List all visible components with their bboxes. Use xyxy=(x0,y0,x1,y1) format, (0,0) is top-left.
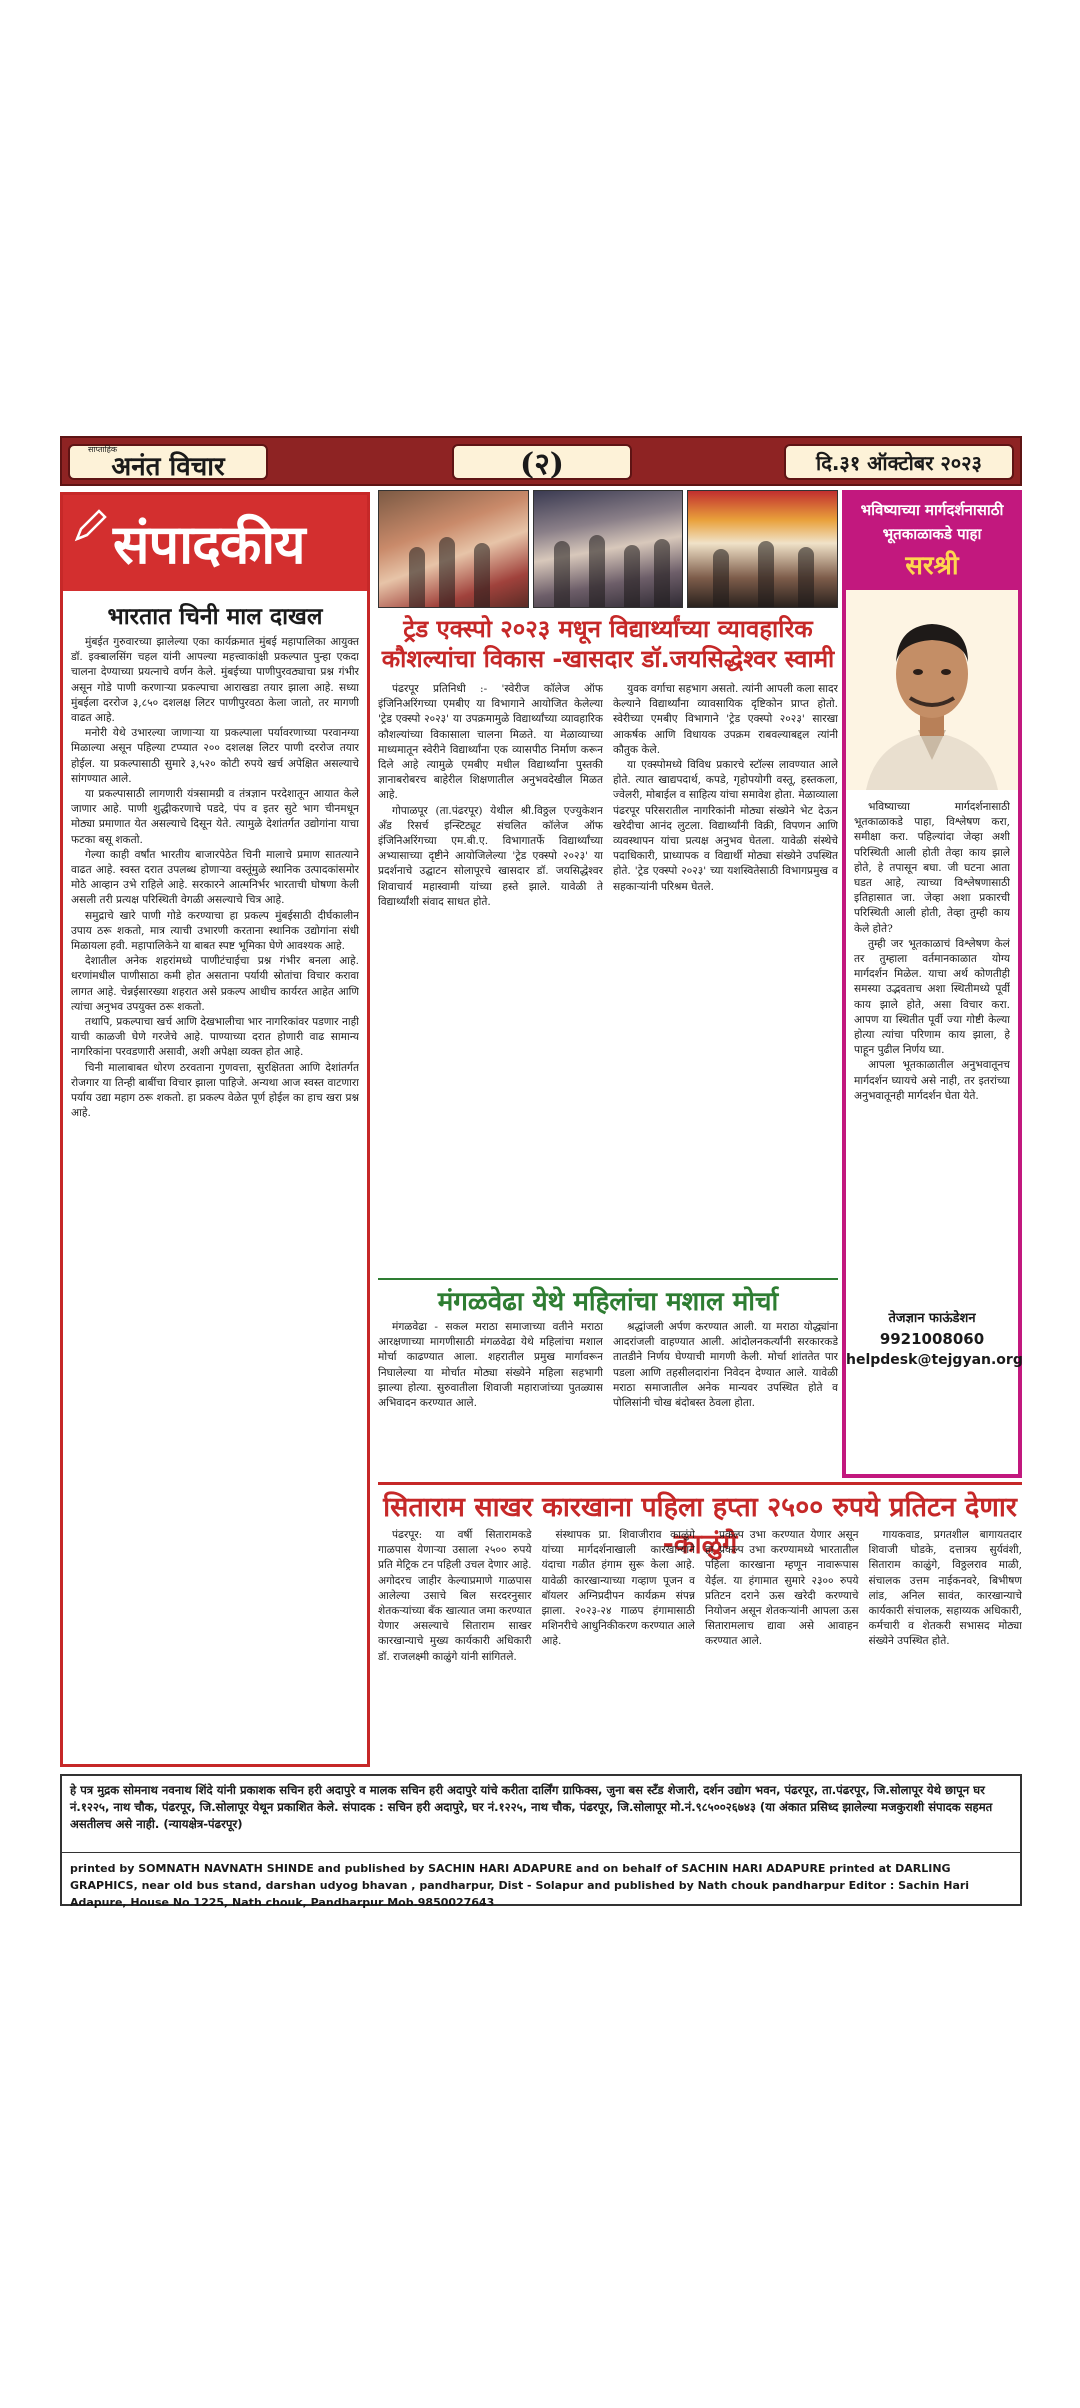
editorial-paragraph: गेल्या काही वर्षांत भारतीय बाजारपेठेत चिनी मालाचे प्रमाण सातत्याने वाढत आहे. स्वस्त दरात उपलब्ध होणाऱ्या वस्तूंमुळे स्थानिक उत्पादकांसमोर मोठे आव्हान उभे राहिले आहे. सरकारने आत्मनिर्भर भारताची घोषणा केली असली तरी प्रत्यक्ष परिस्थिती वेगळी असल्याचे चित्र आहे. xyxy=(71,848,359,907)
editorial-banner xyxy=(63,495,367,591)
ad-tagline-1: भविष्याच्या मार्गदर्शनासाठी xyxy=(860,501,1004,519)
ad-email: helpdesk@tejgyan.org xyxy=(846,1352,1023,1368)
expo-column xyxy=(378,682,603,1272)
sugar-factory-paragraph: गायकवाड, प्रगतशील बागायतदार शिवाजी घोडके, दत्तात्रय सुर्यवंशी, सिताराम काळुंगे, विठ्ठलराव माळी, संचालक उत्तम नाईकनवरे, बिभीषण लांड, अनिल सावंत, कारखान्याचे कार्यकारी संचालक, सहाय्यक अधिकारी, कर्मचारी व शेतकरी सभासद मोठ्या संख्येने उपस्थित होते. xyxy=(868,1529,1022,1648)
paper-name-box xyxy=(68,444,268,480)
expo-photo-guests xyxy=(533,490,684,608)
torch-march-paragraph: श्रद्धांजली अर्पण करण्यात आली. या मराठा योद्ध्यांना आदरांजली वाहण्यात आली. आंदोलनकर्त्यांनी सरकारकडे तातडीने निर्णय घेण्याची मागणी केली. मोर्चा शांततेत पार पडला आणि तहसीलदारांना निवेदन देण्यात आले. यावेळी मराठा समाजातील अनेक मान्यवर उपस्थित होते व पोलिसांनी चोख बंदोबस्त ठेवला होता. xyxy=(613,1321,838,1410)
ad-paragraph: भविष्याच्या मार्गदर्शनासाठी भूतकाळाकडे पाहा, विश्लेषण करा, समीक्षा करा. पहिल्यांदा जेव्हा अशी परिस्थिती आली होती तेव्हा काय झाले होते, हे तपासून बघा. जी घटना आता घडत आहे, त्याच्या विश्लेषणासाठी इतिहासात जा. जेव्हा अशा प्रकारची परिस्थिती आली होती, तेव्हा तुम्ही काय केले होते? xyxy=(854,801,1010,935)
torch-march-paragraph: मंगळवेढा - सकल मराठा समाजाच्या वतीने मराठा आरक्षणाच्या मागणीसाठी मंगळवेढा येथे महिलांचा मशाल मोर्चा काढण्यात आला. शहरातील प्रमुख मार्गावरून निघालेल्या या मोर्चात मोठ्या संख्येने महिला सहभागी झाल्या होत्या. सुरुवातीला शिवाजी महाराजांच्या पुतळ्यास अभिवादन करण्यात आले. xyxy=(378,1321,603,1410)
expo-paragraph: युवक वर्गाचा सहभाग असतो. त्यांनी आपली कला सादर केल्याने विद्यार्थ्यांना व्यावसायिक दृष्टिकोन प्राप्त होतो. स्वेरीच्या एमबीए विभागाने 'ट्रेड एक्स्पो २०२३' सारखा आकर्षक आणि विधायक उपक्रम राबवल्याबद्दल त्यांनी कौतुक केले. xyxy=(613,683,838,756)
editorial-column xyxy=(60,492,370,1767)
sugar-factory-paragraph: पंढरपूर: या वर्षी सितारामकडे गाळपास येणाऱ्या उसाला २५०० रुपये प्रति मेट्रिक टन पहिली उचल देणार आहे. अगोदरच जाहीर केल्याप्रमाणे गाळपास आलेल्या उसाचे बिल सरदरनुसार शेतकऱ्यांच्या बँक खात्यात जमा करण्यात येणार असल्याचे सिताराम साखर कारखान्याचे मुख्य कार्यकारी अधिकारी डॉ. राजलक्ष्मी काळुंगे यांनी सांगितले. xyxy=(378,1529,532,1663)
sugar-factory-column xyxy=(869,1528,1023,1768)
ad-header xyxy=(846,494,1018,590)
imprint-divider xyxy=(62,1852,1020,1853)
ad-tagline-2: भूतकाळाकडे पाहा xyxy=(882,525,982,543)
sugar-factory-column xyxy=(542,1528,696,1768)
torch-march-column xyxy=(378,1320,603,1476)
ad-paragraph: तुम्ही जर भूतकाळाचं विश्लेषण केलं तर तुम्हाला वर्तमानकाळात योग्य मार्गदर्शन मिळेल. याचा अर्थ कोणतीही समस्या उद्भवताच अशा स्थितीमध्ये पूर्वी काय झाले होते, असा विचार करा. आपण या स्थितीत पूर्वी ज्या गोष्टी केल्या होत्या त्यांचा परिणाम काय झाला, हे पाहून पुढील निर्णय घ्या. xyxy=(854,937,1010,1057)
pen-icon xyxy=(71,505,111,545)
editorial-paragraph: तथापि, प्रकल्पाचा खर्च आणि देखभालीचा भार नागरिकांवर पडणार नाही याची काळजी घेणे गरजेचे आहे. पाण्याच्या दरात होणारी वाढ सामान्य नागरिकांना परवडणारी असावी, अशी अपेक्षा व्यक्त होत आहे. xyxy=(71,1016,359,1059)
sugar-factory-paragraph: संस्थापक प्रा. शिवाजीराव काळुंगे यांच्या मार्गदर्शनाखाली कारखान्याने यंदाचा गळीत हंगाम सुरू केला आहे. यावेळी कारखान्याच्या गव्हाण पूजन व बॉयलर अग्निप्रदीपन कार्यक्रम संपन्न झाला. २०२३-२४ गाळप हंगामासाठी मशिनरीचे आधुनिकीकरण करण्यात आले आहे. xyxy=(541,1529,695,1648)
editorial-paragraph: चिनी मालाबाबत धोरण ठरवताना गुणवत्ता, सुरक्षितता आणि देशांतर्गत रोजगार या तिन्ही बाबींचा विचार झाला पाहिजे. अन्यथा आज स्वस्त वाटणारा पर्याय उद्या महाग ठरू शकतो. हा प्रकल्प वेळेत पूर्ण होईल का हाच खरा प्रश्न आहे. xyxy=(71,1061,359,1120)
paper-name: अनंत विचार xyxy=(111,452,225,482)
editorial-headline: भारतात चिनी माल दाखल xyxy=(107,604,323,630)
sugar-factory-column xyxy=(705,1528,859,1768)
editorial-paragraph: मनोरी येथे उभारल्या जाणाऱ्या या प्रकल्पाला पर्यावरणाच्या परवानग्या मिळाल्या असून पहिल्या टप्प्यात २०० दशलक्ष लिटर पाणी दररोज तयार होईल. या प्रकल्पासाठी सुमारे ३,५२० कोटी रुपये खर्च अपेक्षित असल्याचे सांगण्यात आले. xyxy=(71,727,359,785)
imprint-box xyxy=(60,1774,1022,1909)
ad-brand: सरश्री xyxy=(905,551,959,581)
ad-organization: तेजज्ञान फाऊंडेशन xyxy=(888,1311,976,1326)
expo-headline: ट्रेड एक्स्पो २०२३ मधून विद्यार्थ्यांच्या व्यावहारिक कौशल्यांचा विकास -खासदार डॉ.जयसिद्धेश्वर स्वामी xyxy=(381,615,835,673)
sugar-factory-headline: सिताराम साखर कारखाना पहिला हप्ता २५०० रुपये प्रतिटन देणार -काळुंगे xyxy=(378,1482,1022,1522)
expo-paragraph: गोपाळपूर (ता.पंढरपूर) येथील श्री.विठ्ठल एज्युकेशन अँड रिसर्च इन्स्टिट्यूट संचलित कॉलेज ऑफ इंजिनिअरिंगच्या एम.बी.ए. विभागातर्फे विद्यार्थ्यांच्या अभ्यासाच्या दृष्टीने आयोजिलेल्या 'ट्रेड एक्स्पो २०२३' या प्रदर्शनाचे उद्घाटन सोलापूरचे खासदार डॉ. जयसिद्धेश्वर शिवाचार्य महास्वामी यांच्या हस्ते झाले. यावेळी ते विद्यार्थ्यांशी संवाद साधत होते. xyxy=(378,804,603,908)
torch-march-column xyxy=(613,1320,838,1476)
expo-article-body xyxy=(378,682,838,1272)
sugar-factory-column xyxy=(378,1528,532,1768)
expo-photo-inauguration xyxy=(378,490,529,608)
torch-march-body xyxy=(378,1320,838,1476)
editorial-paragraph: मुंबईत गुरुवारच्या झालेल्या एका कार्यक्रमात मुंबई महापालिका आयुक्त डॉ. इक्बालसिंग चहल यांनी आपल्या महत्त्वाकांक्षी प्रकल्पात पुन्हा एकदा चालना देण्याच्या प्रयत्नाचे वर्णन केले. मुंबईच्या पाणीपुरवठ्याचा प्रश्न गंभीर असून गोडे पाणी करणाऱ्या प्रकल्पाचा आराखडा तयार झाला आहे. सध्या मुंबईला दररोज ३,८५० दशलक्ष लिटर पाणीपुरवठा केला जातो, तर मागणी वाढत आहे. xyxy=(71,636,359,725)
page-number: (२) xyxy=(452,444,632,480)
ad-paragraph: आपला भूतकाळातील अनुभवातूनच मार्गदर्शन घ्यायचे असे नाही, तर इतरांच्या अनुभवातूनही मार्गदर्शन घेता येते. xyxy=(854,1059,1010,1102)
imprint-english: printed by SOMNATH NAVNATH SHINDE and published by SACHIN HARI ADAPURE and on behalf of SACHIN HARI ADAPURE printed at DARLING GRAPHICS, near old bus stand, darshan udyog bhavan , pandharpur, Dist - Solapur and published by Nath chouk pandharpur Editor : Sachin Hari Adapure, House No 1225, Nath chouk, Pandharpur Mob.9850027643 xyxy=(70,1862,970,1909)
expo-photo-stalls xyxy=(687,490,838,608)
sugar-factory-body xyxy=(378,1528,1022,1768)
issue-date: दि.३१ ऑक्टोबर २०२३ xyxy=(784,444,1014,480)
ad-contact xyxy=(846,1304,1023,1368)
portrait-image xyxy=(846,590,1018,790)
editorial-title: संपादकीय xyxy=(113,513,305,576)
expo-paragraph: या एक्स्पोमध्ये विविध प्रकारचे स्टॉल्स लावण्यात आले होते. त्यात खाद्यपदार्थ, कपडे, गृहोपयोगी वस्तू, हस्तकला, ज्वेलरी, मोबाईल व साहित्य यांचा समावेश होता. मेळाव्याला पंढरपूर परिसरातील नागरिकांनी मोठ्या संख्येने भेट देऊन खरेदीचा आनंद लुटला. विद्यार्थ्यांनी विक्री, विपणन आणि व्यवस्थापन यांचा प्रत्यक्ष अनुभव घेतला. यावेळी संस्थेचे पदाधिकारी, प्राध्यापक व विद्यार्थी मोठ्या संख्येने उपस्थित होते. 'ट्रेड एक्स्पो २०२३' च्या यशस्वितेसाठी विभागप्रमुख व सहकाऱ्यांनी परिश्रम घेतले. xyxy=(613,759,838,893)
editorial-paragraph: समुद्राचे खारे पाणी गोडे करण्याचा हा प्रकल्प मुंबईसाठी दीर्घकालीन उपाय ठरू शकतो, मात्र त्याची उभारणी करताना स्थानिक उद्योगांना संधी मिळायला हवी. महापालिकेने या बाबत स्पष्ट भूमिका घेणे आवश्यक आहे. xyxy=(71,909,359,953)
ad-text xyxy=(854,800,1010,1298)
masthead xyxy=(60,436,1022,486)
sugar-factory-paragraph: प्रकल्प उभा करण्यात येणार असून हा प्रकल्प उभा करण्यामध्ये भारतातील पहिला कारखाना म्हणून नावारूपास येईल. या हंगामात सुमारे २३०० रुपये प्रतिटन दराने ऊस खरेदी करण्याचे नियोजन असून शेतकऱ्यांनी आपला ऊस सितारामलाच द्यावा असे आवाहन करण्यात आले. xyxy=(705,1529,859,1648)
expo-photo-strip xyxy=(378,490,838,608)
sirshree-ad xyxy=(842,490,1022,1478)
expo-column xyxy=(613,682,838,1272)
paper-kicker: साप्ताहिक xyxy=(88,445,118,454)
ad-phone: 9921008060 xyxy=(879,1330,985,1348)
editorial-paragraph: देशातील अनेक शहरांमध्ये पाणीटंचाईचा प्रश्न गंभीर बनला आहे. धरणांमधील पाणीसाठा कमी होत असताना पर्यायी स्रोतांचा विचार करावा लागत आहे. चेन्नईसारख्या शहरात असे प्रकल्प आधीच कार्यरत आहेत आणि त्यांचा अनुभव उपयुक्त ठरू शकतो. xyxy=(71,955,359,1013)
expo-paragraph: पंढरपूर प्रतिनिधी :- 'स्वेरीज कॉलेज ऑफ इंजिनिअरिंगच्या एमबीए या विभागाने आयोजित केलेल्या 'ट्रेड एक्स्पो २०२३' या उपक्रमामुळे विद्यार्थ्यांच्या व्यावहारिक कौशल्यांच्या विकासाला चालना मिळते. या मेळाव्याच्या माध्यमातून स्वेरीने विद्यार्थ्यांना एक व्यासपीठ निर्माण करून दिले आहे त्यामुळे एमबीए मधील विद्यार्थ्यांना पुस्तकी ज्ञानाबरोबरच बाहेरील शिक्षणातील अनुभवदेखील मिळत आहे. xyxy=(378,683,603,802)
imprint-marathi: हे पत्र मुद्रक सोमनाथ नवनाथ शिंदे यांनी प्रकाशक सचिन हरी अदापुरे व मालक सचिन हरी अदापुरे यांचे करीता दार्लिंग ग्राफिक्स, जुना बस स्टँड शेजारी, दर्शन उद्योग भवन, पंढरपूर, ता.पंढरपूर, जि.सोलापूर येथे छापून घर नं.१२२५, नाथ चौक, पंढरपूर, जि.सोलापूर येथून प्रकाशित केले. संपादक : सचिन हरी अदापुरे, घर नं.१२२५, नाथ चौक, पंढरपूर, जि.सोलापूर मो.नं.९८५००२६७४३ (या अंकात प्रसिध्द झालेल्या मजकुराशी संपादक सहमत असतीलच असे नाही. (न्यायक्षेत्र-पंढरपूर) xyxy=(70,1783,993,1831)
torch-march-headline: मंगळवेढा येथे महिलांचा मशाल मोर्चा xyxy=(378,1278,838,1316)
editorial-paragraph: या प्रकल्पासाठी लागणारी यंत्रसामग्री व तंत्रज्ञान परदेशातून आयात केले जाणार आहे. पाणी शुद्धीकरणाचे पडदे, पंप व इतर सुटे भाग चीनमधून मोठ्या प्रमाणात येत असल्याचे दिसून येते. त्यामुळे देशांतर्गत उद्योगांना याचा फटका बसू शकतो. xyxy=(71,788,359,846)
editorial-body xyxy=(71,635,359,1763)
